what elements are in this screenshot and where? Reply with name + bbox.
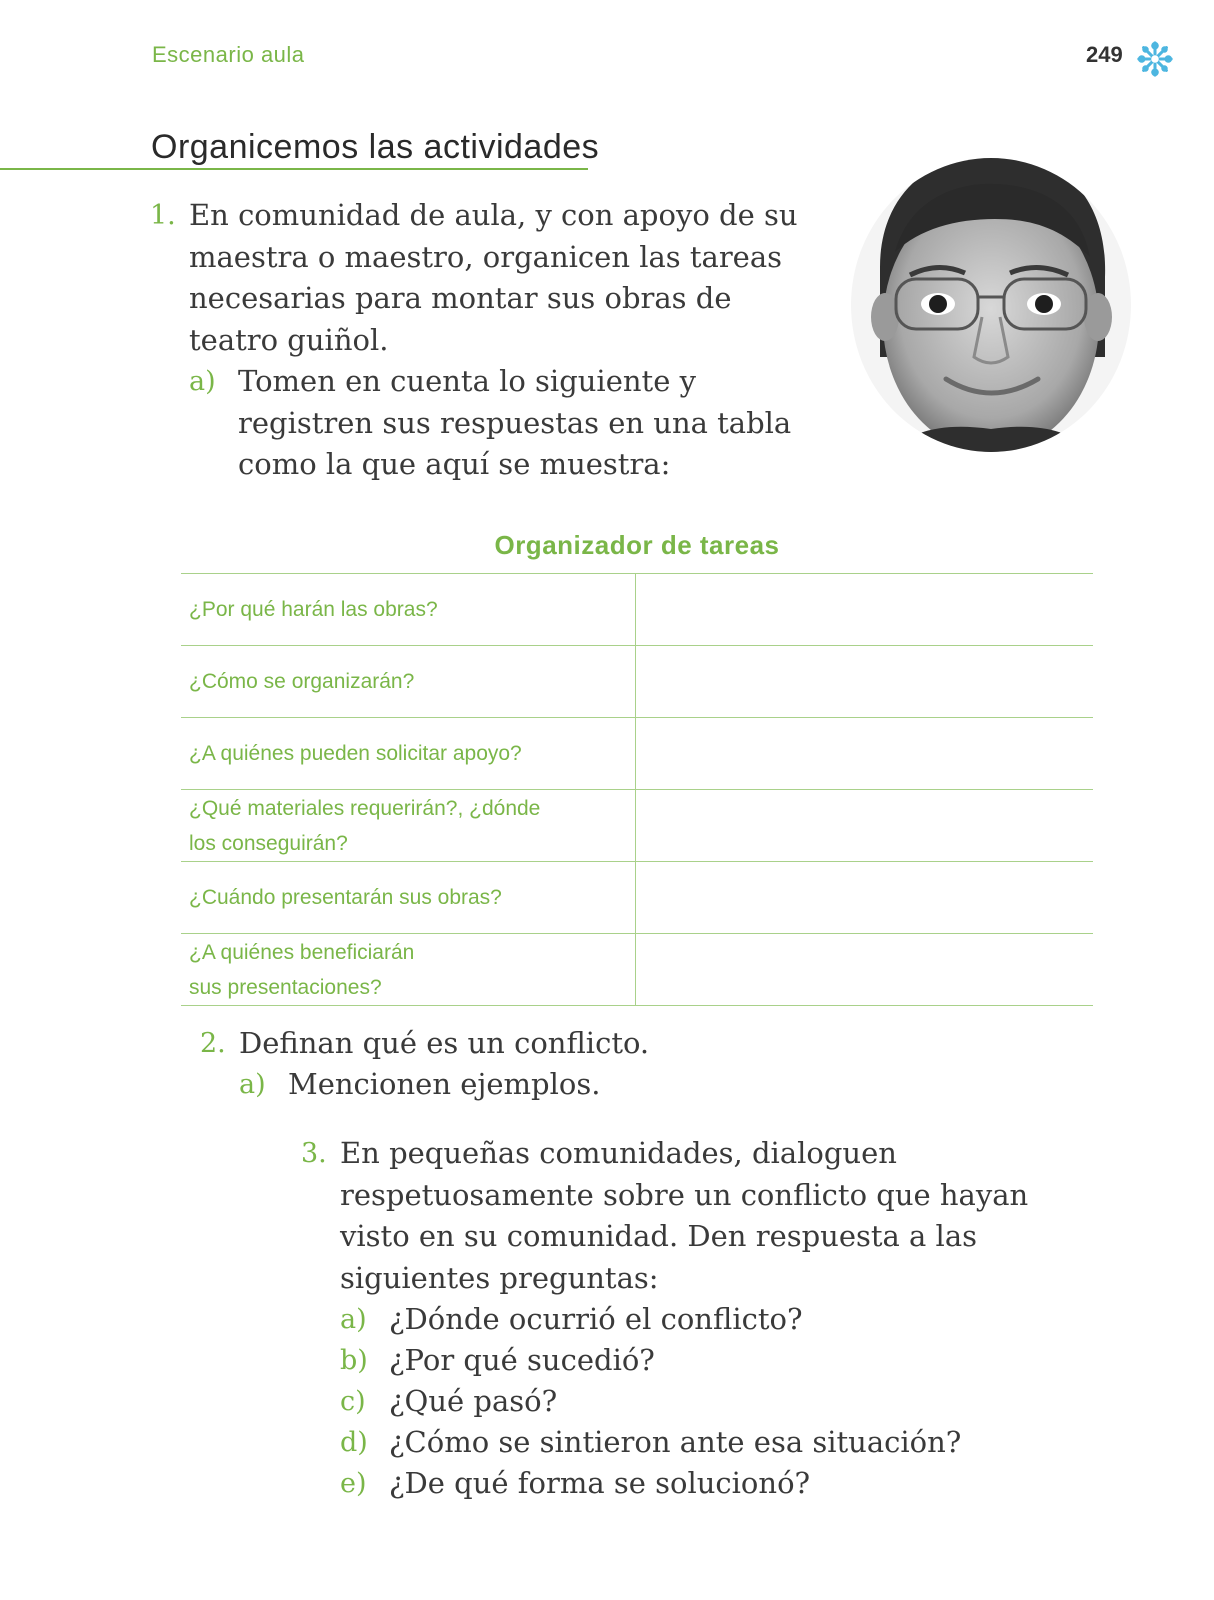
answer-cell[interactable]	[636, 790, 1094, 862]
activity-item-3	[301, 1133, 1028, 1299]
question-line: ¿Cuándo presentarán sus obras?	[189, 886, 502, 909]
item-text: Definan qué es un conflicto.	[239, 1026, 650, 1060]
subitem-text: ¿De qué forma se solucionó?	[389, 1466, 811, 1500]
subitem-letter: e)	[340, 1468, 367, 1499]
activity-item-1	[150, 195, 798, 361]
table-row	[181, 646, 1093, 718]
question-cell	[181, 646, 636, 718]
text-line: como la que aquí se muestra:	[238, 447, 671, 481]
item-text	[340, 1133, 1028, 1299]
table-row	[181, 790, 1093, 862]
activity-subitem-3e	[340, 1463, 810, 1505]
question-cell	[181, 574, 636, 646]
activity-subitem-3c	[340, 1381, 557, 1423]
table-row	[181, 862, 1093, 934]
subitem-text	[238, 361, 791, 486]
activity-subitem-3b	[340, 1340, 655, 1382]
question-line: ¿Qué materiales requerirán?, ¿dónde	[189, 796, 541, 820]
activity-item-2	[200, 1023, 649, 1065]
answer-cell[interactable]	[636, 862, 1094, 934]
title-underline	[0, 168, 588, 170]
subitem-letter: b)	[340, 1345, 368, 1376]
activity-subitem-3d	[340, 1422, 961, 1464]
page-number: 249	[1086, 42, 1123, 67]
subitem-letter: a)	[239, 1069, 266, 1100]
text-line: En pequeñas comunidades, dialoguen	[340, 1136, 897, 1170]
subitem-text: ¿Dónde ocurrió el conflicto?	[389, 1302, 803, 1336]
item-number: 3.	[301, 1138, 327, 1169]
text-line: necesarias para montar sus obras de	[189, 281, 732, 315]
activity-subitem-2a	[239, 1064, 600, 1106]
text-line: registren sus respuestas en una tabla	[238, 405, 792, 440]
subitem-letter: a)	[340, 1304, 367, 1335]
text-line: maestra o maestro, organicen las tareas	[189, 239, 783, 274]
text-line: respetuosamente sobre un conflicto que hayan	[340, 1177, 1029, 1212]
answer-cell[interactable]	[636, 646, 1094, 718]
subitem-letter: c)	[340, 1386, 366, 1417]
table-row	[181, 574, 1093, 646]
table-row	[181, 934, 1093, 1006]
section-title: Organicemos las actividades	[151, 128, 600, 166]
snowflake-emblem-icon	[1136, 40, 1174, 78]
answer-cell[interactable]	[636, 718, 1094, 790]
subitem-letter: d)	[340, 1427, 368, 1458]
question-cell	[181, 934, 636, 1006]
question-line: los conseguirán?	[189, 831, 348, 855]
item-text	[189, 195, 798, 361]
activity-subitem-1a	[189, 361, 791, 486]
text-line: siguientes preguntas:	[340, 1260, 659, 1295]
item-number: 1.	[150, 200, 176, 231]
text-line: Tomen en cuenta lo siguiente y	[238, 364, 696, 398]
table-caption: Organizador de tareas	[494, 530, 780, 560]
answer-cell[interactable]	[636, 574, 1094, 646]
subitem-text: ¿Qué pasó?	[389, 1384, 558, 1418]
answer-cell[interactable]	[636, 934, 1094, 1006]
subitem-text: ¿Por qué sucedió?	[389, 1343, 655, 1377]
task-organizer-table	[181, 573, 1093, 1006]
table-row	[181, 718, 1093, 790]
running-head: Escenario aula	[152, 42, 305, 67]
subitem-letter: a)	[189, 366, 216, 397]
subitem-text: Mencionen ejemplos.	[288, 1067, 601, 1101]
question-line: sus presentaciones?	[189, 975, 382, 999]
question-line: ¿A quiénes pueden solicitar apoyo?	[189, 742, 522, 765]
question-line: ¿Por qué harán las obras?	[189, 598, 438, 621]
question-line: ¿A quiénes beneficiarán	[189, 940, 415, 964]
text-line: teatro guiñol.	[189, 322, 389, 357]
text-line: visto en su comunidad. Den respuesta a las	[340, 1219, 978, 1253]
question-cell	[181, 862, 636, 934]
question-line: ¿Cómo se organizarán?	[189, 670, 415, 693]
question-cell	[181, 790, 636, 862]
student-portrait-photo	[850, 157, 1132, 453]
activity-subitem-3a	[340, 1299, 803, 1341]
item-number: 2.	[200, 1028, 226, 1059]
question-cell	[181, 718, 636, 790]
text-line: En comunidad de aula, y con apoyo de su	[189, 198, 798, 232]
subitem-text: ¿Cómo se sintieron ante esa situación?	[389, 1425, 962, 1459]
